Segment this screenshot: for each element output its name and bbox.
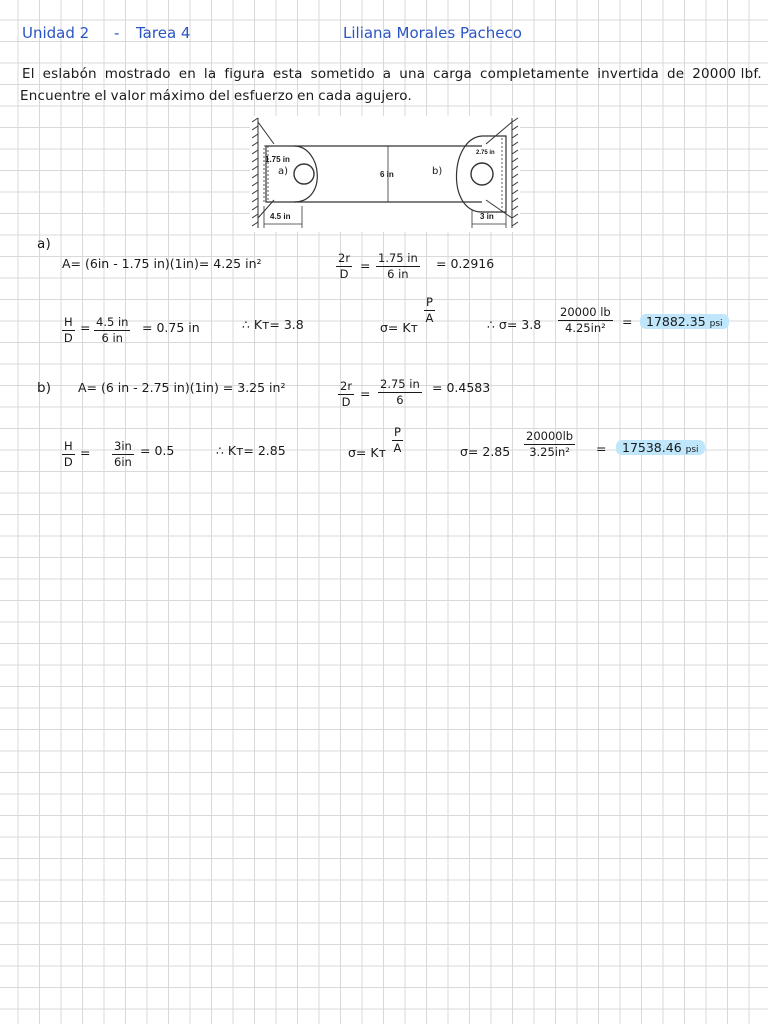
- part-a-kt: ∴ Kт= 3.8: [242, 317, 304, 332]
- part-a-ratio-rhs: $\frac{1.75 in}{6 in}$: [378, 251, 418, 281]
- part-a-answer: 17882.35 psi: [640, 314, 729, 329]
- unit-title: Unidad 2: [22, 24, 90, 42]
- right-wall: [512, 118, 518, 228]
- part-a-sigma-eq: =: [622, 314, 633, 329]
- part-a-ratio-eq: =: [360, 258, 371, 273]
- problem-line-2: Encuentre el valor máximo del esfuerzo en cada agujero.: [20, 88, 412, 104]
- part-a-hd-lhs: $\frac{H}{D}$: [63, 315, 73, 345]
- part-b-hd-result: = 0.5: [140, 443, 175, 458]
- part-b-ratio-eq: =: [360, 386, 371, 401]
- part-a-label: a): [37, 236, 51, 252]
- part-b-label: b): [37, 380, 52, 396]
- part-b-ratio-result: = 0.4583: [432, 380, 491, 395]
- link-figure: [250, 116, 520, 232]
- part-b-area: A= (6 in - 2.75 in)(1in) = 3.25 in²: [78, 380, 286, 395]
- part-b-hd-lhs: $\frac{H}{D}$: [63, 439, 73, 469]
- part-a-hd-eq: =: [80, 320, 91, 335]
- part-b-sigma-formula: σ= Kт: [348, 445, 386, 460]
- part-b-hd-eq: =: [80, 445, 91, 460]
- part-b-ratio-rhs: $\frac{2.75 in}{6}$: [380, 377, 420, 407]
- hole-a: [294, 164, 314, 184]
- part-a-ratio-lhs: $\frac{2r}{D}$: [338, 251, 351, 281]
- part-b-sigma-eq: =: [596, 441, 607, 456]
- part-b-answer: 17538.46 psi: [616, 440, 705, 455]
- part-b-p-over-a: $\frac{P}{A}$: [393, 425, 402, 455]
- figure-label-left-width: 4.5 in: [270, 212, 291, 221]
- figure-label-right-width: 3 in: [480, 212, 494, 221]
- part-a-ratio-result: = 0.2916: [436, 256, 495, 271]
- hole-b: [471, 163, 493, 185]
- part-a-sigma-prefix: ∴ σ= 3.8: [487, 317, 542, 332]
- title-dash: -: [114, 24, 120, 42]
- figure-label-a: a): [278, 166, 289, 177]
- part-b-hd-rhs: $\frac{3in}{6in}$: [114, 439, 132, 469]
- figure-label-b: b): [432, 166, 443, 177]
- part-a-hd-result: = 0.75 in: [142, 320, 200, 335]
- part-a-sigma-fraction: $\frac{20000 lb}{\text{4.25in²}}$: [560, 305, 611, 335]
- part-b-sigma-fraction: $\frac{20000lb}{\text{3.25in²}}$: [526, 429, 574, 459]
- figure-label-left-radius: 1.75 in: [265, 155, 290, 164]
- part-a-p-over-a: $\frac{P}{A}$: [425, 295, 434, 325]
- author-name: Liliana Morales Pacheco: [343, 24, 522, 42]
- figure-label-height: 6 in: [380, 170, 394, 179]
- part-b-ratio-lhs: $\frac{2r}{D}$: [340, 379, 353, 409]
- part-a-area: A= (6in - 1.75 in)(1in)= 4.25 in²: [62, 256, 262, 271]
- part-b-sigma-prefix: σ= 2.85: [460, 444, 511, 459]
- figure-label-right-radius: 2.75 in: [476, 150, 495, 156]
- problem-line-1: El eslabón mostrado en la figura esta sometido a una carga completamente invertida de 20000 lbf.: [22, 66, 762, 82]
- part-a-sigma-formula: σ= Kт: [380, 320, 418, 335]
- left-wall: [252, 118, 258, 228]
- task-title: Tarea 4: [136, 24, 191, 42]
- part-a-hd-rhs: $\frac{4.5 in}{6 in}$: [96, 315, 129, 345]
- part-b-kt: ∴ Kт= 2.85: [216, 443, 286, 458]
